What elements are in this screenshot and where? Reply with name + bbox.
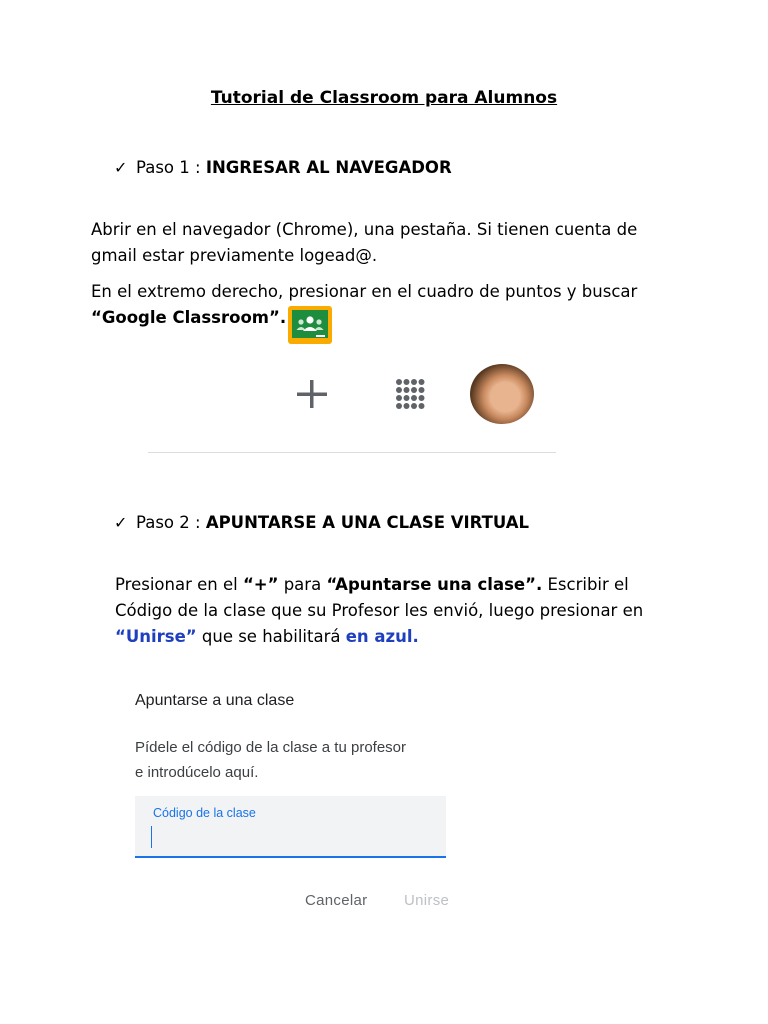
step-2-title: APUNTARSE A UNA CLASE VIRTUAL	[205, 513, 530, 532]
step-1-heading	[114, 158, 452, 177]
step-2-label: Paso 2 :	[136, 513, 206, 532]
avatar[interactable]	[470, 364, 534, 424]
step-1-paragraph-2	[91, 279, 661, 331]
cancel-button[interactable]: Cancelar	[305, 892, 368, 909]
dialog-description	[135, 735, 406, 785]
class-code-field[interactable]	[135, 796, 446, 858]
text-run: que se habilitará	[196, 627, 346, 646]
check-icon: ✓	[114, 158, 128, 177]
step-2-heading	[114, 513, 529, 532]
document-title: Tutorial de Classroom para Alumnos	[210, 88, 558, 108]
class-code-input[interactable]	[151, 826, 434, 848]
plus-quote: “+”	[242, 575, 279, 594]
unirse-quote: “Unirse”	[115, 627, 197, 646]
google-classroom-label: “Google Classroom”.	[91, 308, 287, 327]
check-icon: ✓	[114, 513, 128, 532]
dialog-description-line-2: e introdúcelo aquí.	[135, 764, 259, 781]
google-classroom-icon	[288, 306, 332, 344]
join-button[interactable]: Unirse	[404, 892, 450, 909]
text-run: Escribir el Código de la clase que su Profesor les envió, luego presionar en	[115, 575, 644, 620]
class-code-label: Código de la clase	[153, 806, 256, 820]
text-run: para	[278, 575, 327, 594]
toolbar-divider	[148, 452, 556, 453]
step-1-paragraph-2-text: En el extremo derecho, presionar en el cuadro de puntos y buscar	[91, 282, 638, 301]
step-2-paragraph	[115, 572, 675, 650]
apps-grid-icon[interactable]	[392, 376, 430, 414]
step-1-label: Paso 1 :	[136, 158, 206, 177]
step-1-paragraph-1: Abrir en el navegador (Chrome), una pestaña. Si tienen cuenta de gmail estar previamente logead@.	[91, 220, 638, 265]
text-run: Presionar en el	[115, 575, 243, 594]
step-1-title: INGRESAR AL NAVEGADOR	[205, 158, 452, 177]
join-class-quote: “Apuntarse una clase”.	[326, 575, 543, 594]
dialog-description-line-1: Pídele el código de la clase a tu profesor	[135, 739, 407, 756]
plus-icon[interactable]	[292, 374, 332, 414]
en-azul-text: en azul.	[345, 627, 419, 646]
dialog-title: Apuntarse a una clase	[135, 692, 295, 709]
